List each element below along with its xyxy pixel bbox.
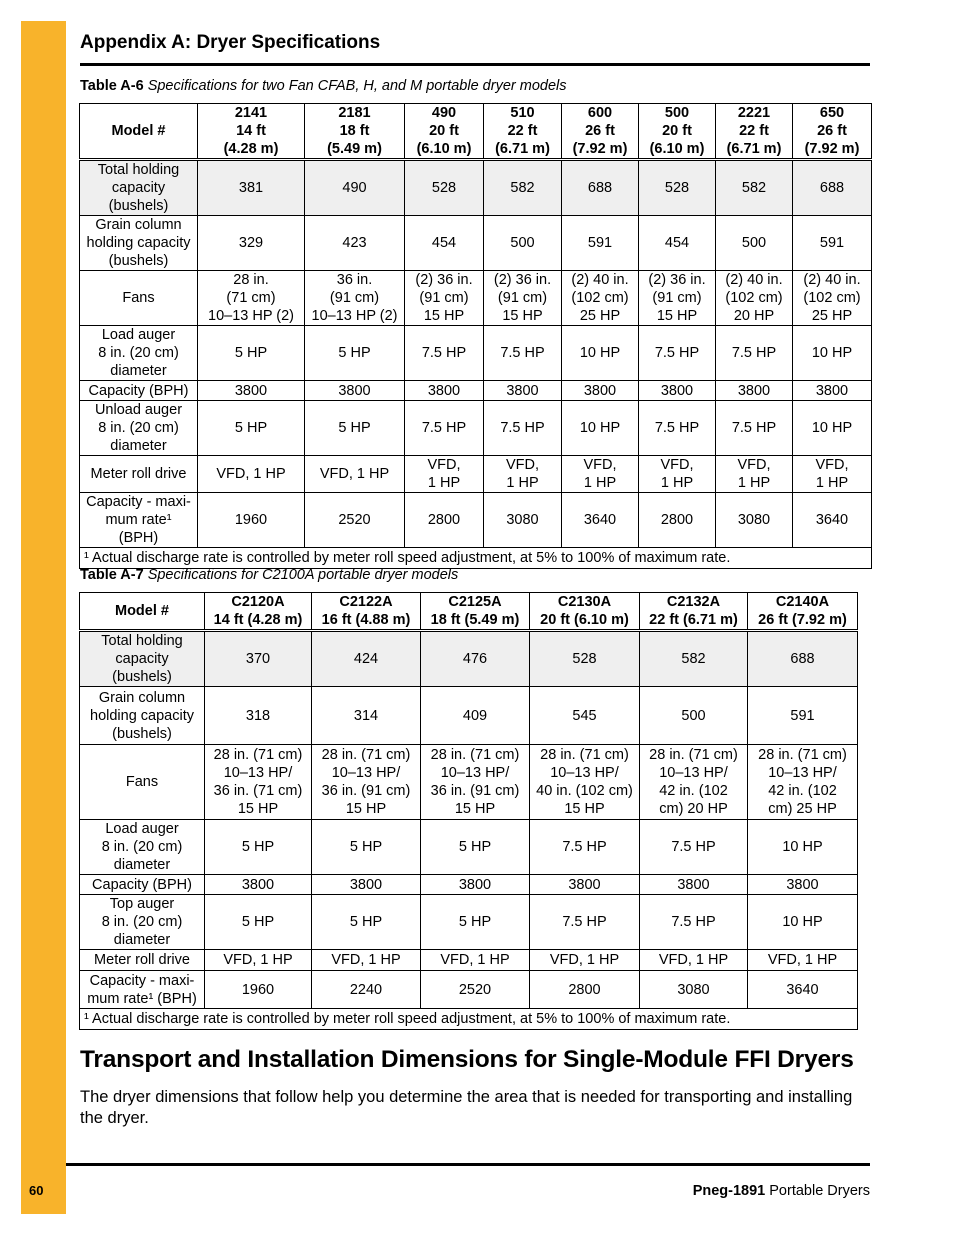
table-cell: 3800 xyxy=(312,875,421,895)
model-column-header: 500 20 ft (6.10 m) xyxy=(639,104,716,160)
header-rule xyxy=(80,63,870,66)
table-footnote: ¹ Actual discharge rate is controlled by meter roll speed adjustment, at 5% to 100% of maximum rate. xyxy=(80,548,872,569)
model-column-header: C2125A 18 ft (5.49 m) xyxy=(421,593,530,631)
table-a7-caption-text: Specifications for C2100A portable dryer models xyxy=(147,567,459,583)
table-cell: 370 xyxy=(205,631,312,687)
section-body: The dryer dimensions that follow help you determine the area that is needed for transporting and installing the dryer. xyxy=(80,1088,853,1127)
table-cell: 314 xyxy=(312,687,421,745)
table-cell: 7.5 HP xyxy=(716,326,793,381)
table-cell: 5 HP xyxy=(421,820,530,875)
table-cell: VFD, 1 HP xyxy=(421,950,530,971)
table-cell: VFD, 1 HP xyxy=(716,456,793,493)
table-cell: 7.5 HP xyxy=(640,895,748,950)
table-cell: 381 xyxy=(198,160,305,216)
table-row xyxy=(80,820,858,875)
table-cell: 318 xyxy=(205,687,312,745)
model-column-header: C2140A 26 ft (7.92 m) xyxy=(748,593,858,631)
model-column-header: C2120A 14 ft (4.28 m) xyxy=(205,593,312,631)
row-label: Meter roll drive xyxy=(80,950,205,971)
table-cell: 36 in. (91 cm) 10–13 HP (2) xyxy=(305,271,405,326)
table-cell: (2) 40 in. (102 cm) 20 HP xyxy=(716,271,793,326)
table-cell: 10 HP xyxy=(793,326,872,381)
table-cell: 7.5 HP xyxy=(405,326,484,381)
table-cell: 10 HP xyxy=(562,401,639,456)
row-label: Load auger 8 in. (20 cm) diameter xyxy=(80,820,205,875)
model-label-header: Model # xyxy=(80,593,205,631)
table-a6-caption-label: Table A-6 xyxy=(80,78,144,94)
row-label: Total holding capacity (bushels) xyxy=(80,631,205,687)
table-row xyxy=(80,631,858,687)
model-column-header: 490 20 ft (6.10 m) xyxy=(405,104,484,160)
table-cell: 2240 xyxy=(312,971,421,1009)
table-cell: VFD, 1 HP xyxy=(198,456,305,493)
table-cell: 424 xyxy=(312,631,421,687)
row-label: Unload auger 8 in. (20 cm) diameter xyxy=(80,401,198,456)
table-row xyxy=(80,687,858,745)
footer-rule xyxy=(66,1163,870,1166)
table-cell: 10 HP xyxy=(562,326,639,381)
page-number: 60 xyxy=(29,1183,44,1198)
table-row xyxy=(80,745,858,820)
table-cell: 7.5 HP xyxy=(640,820,748,875)
table-cell: 3800 xyxy=(405,381,484,401)
table-cell: 28 in. (71 cm) 10–13 HP/ 40 in. (102 cm) 15 HP xyxy=(530,745,640,820)
table-cell: 28 in. (71 cm) 10–13 HP/ 36 in. (71 cm) 15 HP xyxy=(205,745,312,820)
table-cell: 490 xyxy=(305,160,405,216)
model-column-header: 2141 14 ft (4.28 m) xyxy=(198,104,305,160)
section-title: Transport and Installation Dimensions for Single-Module FFI Dryers xyxy=(80,1046,854,1073)
table-cell: 528 xyxy=(530,631,640,687)
footer-doc-name: Portable Dryers xyxy=(769,1183,870,1199)
table-cell: 3080 xyxy=(716,493,793,548)
table-cell: 591 xyxy=(793,216,872,271)
table-cell: VFD, 1 HP xyxy=(562,456,639,493)
table-cell: 5 HP xyxy=(312,895,421,950)
model-column-header: 650 26 ft (7.92 m) xyxy=(793,104,872,160)
table-cell: 28 in. (71 cm) 10–13 HP (2) xyxy=(198,271,305,326)
table-row xyxy=(80,971,858,1009)
table-cell: VFD, 1 HP xyxy=(530,950,640,971)
table-cell: 545 xyxy=(530,687,640,745)
table-cell: 2520 xyxy=(421,971,530,1009)
table-cell: 3800 xyxy=(639,381,716,401)
table-a6-caption-text: Specifications for two Fan CFAB, H, and M portable dryer models xyxy=(147,78,567,94)
table-cell: (2) 36 in. (91 cm) 15 HP xyxy=(639,271,716,326)
row-label: Capacity (BPH) xyxy=(80,381,198,401)
table-cell: 454 xyxy=(639,216,716,271)
table-cell: 3640 xyxy=(793,493,872,548)
table-cell: VFD, 1 HP xyxy=(640,950,748,971)
table-footnote: ¹ Actual discharge rate is controlled by meter roll speed adjustment, at 5% to 100% of maximum rate. xyxy=(80,1009,858,1030)
table-cell: 7.5 HP xyxy=(639,326,716,381)
row-label: Fans xyxy=(80,745,205,820)
model-column-header: 600 26 ft (7.92 m) xyxy=(562,104,639,160)
table-cell: 28 in. (71 cm) 10–13 HP/ 36 in. (91 cm) 15 HP xyxy=(421,745,530,820)
table-cell: 591 xyxy=(748,687,858,745)
model-column-header: 2221 22 ft (6.71 m) xyxy=(716,104,793,160)
table-cell: 5 HP xyxy=(198,401,305,456)
page-sidebar-band xyxy=(21,21,66,1214)
table-cell: 3640 xyxy=(562,493,639,548)
table-cell: 7.5 HP xyxy=(484,401,562,456)
table-cell: 528 xyxy=(405,160,484,216)
row-label: Grain column holding capacity (bushels) xyxy=(80,216,198,271)
table-row xyxy=(80,493,872,548)
table-cell: (2) 40 in. (102 cm) 25 HP xyxy=(562,271,639,326)
table-cell: 3800 xyxy=(484,381,562,401)
table-cell: 10 HP xyxy=(748,820,858,875)
model-column-header: C2122A 16 ft (4.88 m) xyxy=(312,593,421,631)
table-cell: 5 HP xyxy=(198,326,305,381)
table-cell: 7.5 HP xyxy=(484,326,562,381)
table-row xyxy=(80,456,872,493)
row-label: Total holding capacity (bushels) xyxy=(80,160,198,216)
table-cell: 28 in. (71 cm) 10–13 HP/ 42 in. (102 cm) 25 HP xyxy=(748,745,858,820)
table-cell: (2) 40 in. (102 cm) 25 HP xyxy=(793,271,872,326)
table-cell: 688 xyxy=(562,160,639,216)
table-cell: 3080 xyxy=(640,971,748,1009)
table-cell: VFD, 1 HP xyxy=(205,950,312,971)
row-label: Capacity - maxi- mum rate¹ (BPH) xyxy=(80,971,205,1009)
table-cell: 5 HP xyxy=(312,820,421,875)
model-column-header: C2130A 20 ft (6.10 m) xyxy=(530,593,640,631)
row-label: Top auger 8 in. (20 cm) diameter xyxy=(80,895,205,950)
table-row xyxy=(80,401,872,456)
table-cell: VFD, 1 HP xyxy=(748,950,858,971)
table-cell: 3800 xyxy=(640,875,748,895)
table-cell: 688 xyxy=(793,160,872,216)
table-cell: 582 xyxy=(640,631,748,687)
row-label: Capacity (BPH) xyxy=(80,875,205,895)
table-cell: 3800 xyxy=(748,875,858,895)
table-cell: 3640 xyxy=(748,971,858,1009)
table-a6 xyxy=(79,103,872,569)
table-cell: 1960 xyxy=(198,493,305,548)
model-column-header: C2132A 22 ft (6.71 m) xyxy=(640,593,748,631)
table-cell: 7.5 HP xyxy=(530,895,640,950)
table-cell: (2) 36 in. (91 cm) 15 HP xyxy=(484,271,562,326)
table-cell: 476 xyxy=(421,631,530,687)
table-row xyxy=(80,875,858,895)
table-cell: 329 xyxy=(198,216,305,271)
row-label: Fans xyxy=(80,271,198,326)
table-cell: 10 HP xyxy=(793,401,872,456)
table-cell: 409 xyxy=(421,687,530,745)
table-cell: VFD, 1 HP xyxy=(793,456,872,493)
table-cell: 2800 xyxy=(405,493,484,548)
table-cell: 500 xyxy=(484,216,562,271)
model-column-header: 510 22 ft (6.71 m) xyxy=(484,104,562,160)
row-label: Meter roll drive xyxy=(80,456,198,493)
table-cell: (2) 36 in. (91 cm) 15 HP xyxy=(405,271,484,326)
table-row xyxy=(80,216,872,271)
table-a7 xyxy=(79,592,858,1030)
row-label: Capacity - maxi- mum rate¹ (BPH) xyxy=(80,493,198,548)
footer-doc-title xyxy=(693,1183,870,1199)
table-cell: 2800 xyxy=(530,971,640,1009)
table-row xyxy=(80,381,872,401)
table-cell: VFD, 1 HP xyxy=(312,950,421,971)
table-cell: 528 xyxy=(639,160,716,216)
table-cell: 7.5 HP xyxy=(716,401,793,456)
table-cell: 3800 xyxy=(716,381,793,401)
table-cell: 454 xyxy=(405,216,484,271)
table-cell: 28 in. (71 cm) 10–13 HP/ 36 in. (91 cm) 15 HP xyxy=(312,745,421,820)
table-cell: 500 xyxy=(640,687,748,745)
table-cell: 582 xyxy=(484,160,562,216)
table-cell: 591 xyxy=(562,216,639,271)
table-row xyxy=(80,271,872,326)
table-a7-caption-label: Table A-7 xyxy=(80,567,144,583)
table-cell: 1960 xyxy=(205,971,312,1009)
table-cell: VFD, 1 HP xyxy=(305,456,405,493)
footer-doc-id: Pneg-1891 xyxy=(692,1183,766,1199)
table-cell: VFD, 1 HP xyxy=(405,456,484,493)
table-cell: 2520 xyxy=(305,493,405,548)
table-cell: 2800 xyxy=(639,493,716,548)
table-cell: 5 HP xyxy=(205,895,312,950)
table-cell: 7.5 HP xyxy=(405,401,484,456)
table-cell: 582 xyxy=(716,160,793,216)
table-row xyxy=(80,950,858,971)
model-column-header: 2181 18 ft (5.49 m) xyxy=(305,104,405,160)
table-row xyxy=(80,326,872,381)
table-cell: 3800 xyxy=(198,381,305,401)
table-cell: 500 xyxy=(716,216,793,271)
table-cell: 7.5 HP xyxy=(639,401,716,456)
row-label: Grain column holding capacity (bushels) xyxy=(80,687,205,745)
table-row xyxy=(80,895,858,950)
table-cell: 28 in. (71 cm) 10–13 HP/ 42 in. (102 cm) 20 HP xyxy=(640,745,748,820)
table-cell: 5 HP xyxy=(305,326,405,381)
table-cell: VFD, 1 HP xyxy=(639,456,716,493)
table-cell: 3800 xyxy=(305,381,405,401)
table-cell: 7.5 HP xyxy=(530,820,640,875)
table-cell: 5 HP xyxy=(205,820,312,875)
table-cell: 5 HP xyxy=(305,401,405,456)
model-label-header: Model # xyxy=(80,104,198,160)
table-cell: VFD, 1 HP xyxy=(484,456,562,493)
page-header-title: Appendix A: Dryer Specifications xyxy=(80,32,381,53)
row-label: Load auger 8 in. (20 cm) diameter xyxy=(80,326,198,381)
table-a6-caption xyxy=(80,78,566,94)
table-row xyxy=(80,160,872,216)
table-cell: 423 xyxy=(305,216,405,271)
table-cell: 5 HP xyxy=(421,895,530,950)
table-cell: 3800 xyxy=(530,875,640,895)
table-cell: 3080 xyxy=(484,493,562,548)
table-a7-caption xyxy=(80,567,458,583)
table-cell: 3800 xyxy=(205,875,312,895)
table-cell: 688 xyxy=(748,631,858,687)
table-cell: 10 HP xyxy=(748,895,858,950)
table-cell: 3800 xyxy=(421,875,530,895)
table-cell: 3800 xyxy=(793,381,872,401)
table-cell: 3800 xyxy=(562,381,639,401)
